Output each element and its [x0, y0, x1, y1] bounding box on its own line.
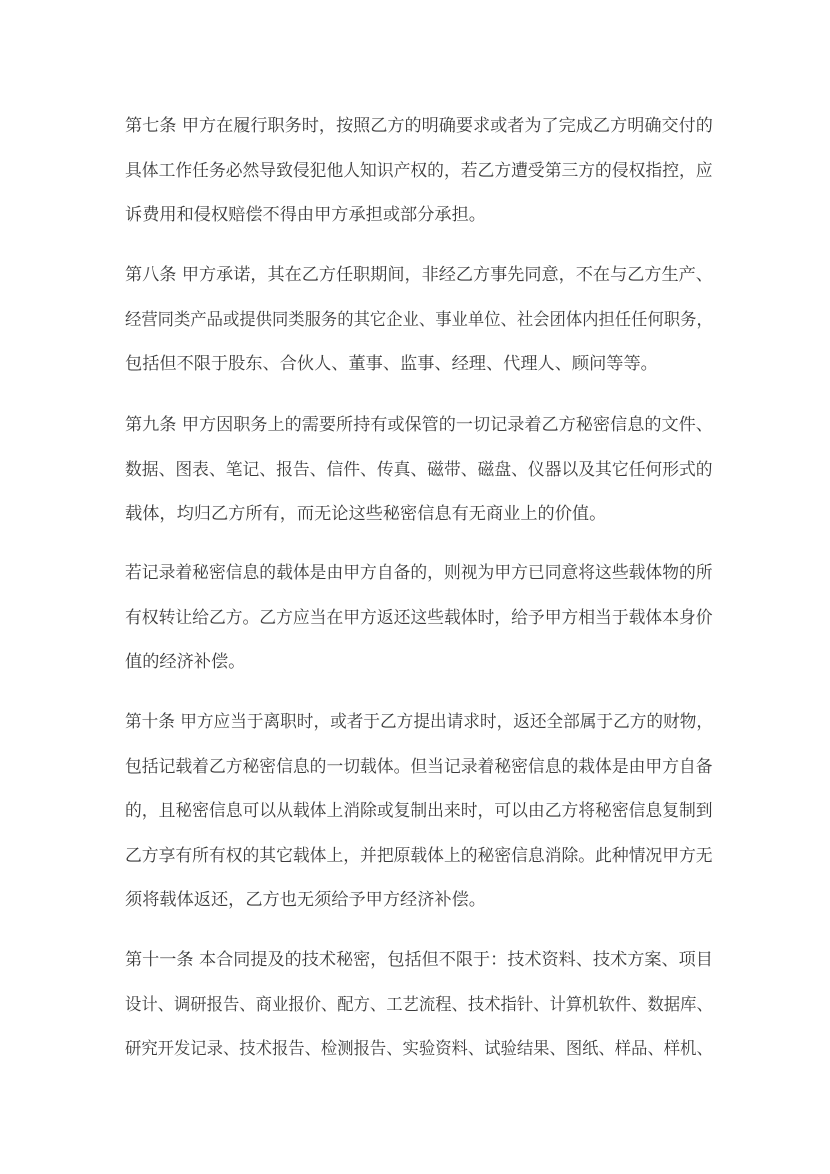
text-line: 有权转让给乙方。乙方应当在甲方返还这些载体时，给予甲方相当于载体本身价 [125, 608, 713, 628]
text-line: 诉费用和侵权赔偿不得由甲方承担或部分承担。 [125, 205, 486, 225]
text-line: 第九条 甲方因职务上的需要所持有或保管的一切记录着乙方秘密信息的文件、 [125, 415, 713, 435]
text-line: 研究开发记录、技术报告、检测报告、实验资料、试验结果、图纸、样品、样机、 [125, 1039, 713, 1059]
text-line: 设计、调研报告、商业报价、配方、工艺流程、技术指针、计算机软件、数据库、 [125, 995, 713, 1015]
text-line: 数据、图表、笔记、报告、信件、传真、磁带、磁盘、仪器以及其它任何形式的 [125, 460, 713, 480]
text-line: 具体工作任务必然导致侵犯他人知识产权的，若乙方遭受第三方的侵权指控，应 [125, 161, 713, 181]
text-line: 包括记载着乙方秘密信息的一切载体。但当记录着秘密信息的栽体是由甲方自备 [125, 757, 713, 777]
text-line: 载体，均归乙方所有，而无论这些秘密信息有无商业上的价值。 [125, 504, 607, 524]
text-line: 第十条 甲方应当于离职时，或者于乙方提出请求时，返还全部属于乙方的财物， [125, 712, 714, 732]
text-line: 经营同类产品或提供同类服务的其它企业、事业单位、社会团体内担任任何职务， [125, 310, 713, 330]
text-line: 包括但不限于股东、合伙人、董事、监事、经理、代理人、顾问等等。 [125, 354, 658, 374]
text-line: 须将载体返还，乙方也无须给予甲方经济补偿。 [125, 890, 486, 910]
text-line: 若记录着秘密信息的载体是由甲方自备的，则视为甲方已同意将这些载体物的所 [125, 563, 713, 583]
text-line: 第七条 甲方在履行职务时，按照乙方的明确要求或者为了完成乙方明确交付的 [125, 116, 713, 136]
text-line: 第八条 甲方承诺，其在乙方任职期间，非经乙方事先同意，不在与乙方生产、 [125, 265, 713, 285]
text-line: 第十一条 本合同提及的技术秘密，包括但不限于：技术资料、技术方案、项目 [125, 950, 713, 970]
text-line: 乙方享有所有权的其它载体上，并把原载体上的秘密信息消除。此种情况甲方无 [125, 846, 713, 866]
text-line: 值的经济补偿。 [125, 652, 246, 672]
text-line: 的，且秘密信息可以从载体上消除或复制出来时，可以由乙方将秘密信息复制到 [125, 801, 713, 821]
